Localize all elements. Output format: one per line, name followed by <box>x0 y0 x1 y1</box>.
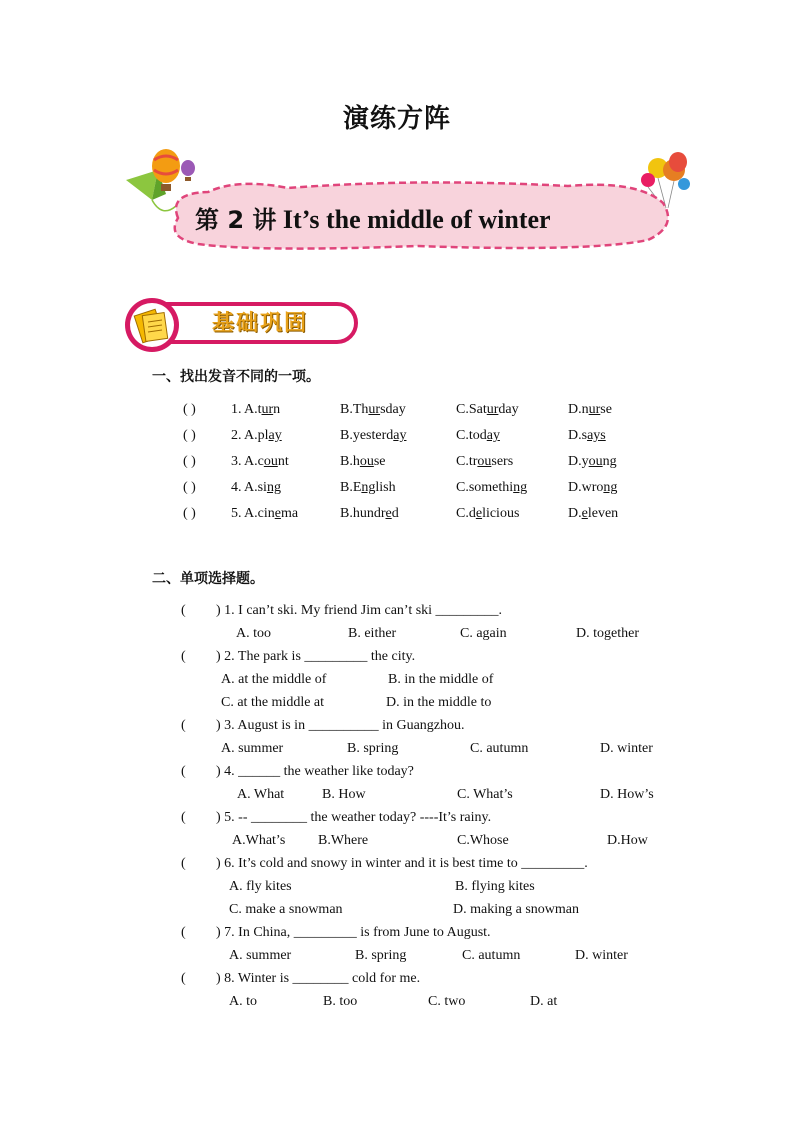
option[interactable]: A. at the middle of <box>221 672 327 687</box>
underlined-letters: ou <box>359 454 374 469</box>
option[interactable]: B.house <box>340 454 386 469</box>
underlined-letters: ur <box>261 402 274 417</box>
option[interactable]: C. at the middle at <box>221 695 325 710</box>
option[interactable]: A.count <box>244 454 289 469</box>
option[interactable]: C. make a snowman <box>229 902 343 917</box>
option[interactable]: A. fly kites <box>229 879 292 894</box>
underlined-letters: ou <box>477 454 492 469</box>
question-stem: ) 6. It’s cold and snowy in winter and it is best time to _________. <box>216 856 588 871</box>
option[interactable]: C.Saturday <box>456 402 519 417</box>
option[interactable]: D. in the middle to <box>386 695 492 710</box>
option[interactable]: B. too <box>323 994 358 1009</box>
question-number: 2. <box>231 428 242 443</box>
option[interactable]: D.eleven <box>568 506 619 521</box>
option[interactable]: A. too <box>236 626 271 641</box>
option[interactable]: A.What’s <box>232 833 286 848</box>
part2-heading: 二、单项选择题。 <box>152 571 264 587</box>
answer-blank[interactable]: ( <box>181 971 186 986</box>
answer-blank[interactable]: ( <box>181 856 186 871</box>
lesson-name: It’s the middle of winter <box>282 205 551 234</box>
page-title: 演练方阵 <box>342 104 451 134</box>
question-stem: ) 4. ______ the weather like today? <box>216 764 414 779</box>
option[interactable]: B. flying kites <box>455 879 535 894</box>
question-stem: ) 2. The park is _________ the city. <box>216 649 416 664</box>
question-stem: ) 8. Winter is ________ cold for me. <box>216 971 421 986</box>
underlined-letters: ay <box>393 428 407 443</box>
option[interactable]: A.turn <box>244 402 281 417</box>
option[interactable]: B. in the middle of <box>388 672 494 687</box>
option[interactable]: C.trousers <box>456 454 514 469</box>
answer-blank[interactable]: ( <box>181 718 186 733</box>
option[interactable]: D.nurse <box>568 402 612 417</box>
question-number: 4. <box>231 480 242 495</box>
underlined-letters: ay <box>268 428 282 443</box>
underlined-letters: ng <box>266 480 281 495</box>
question-number: 5. <box>231 506 242 521</box>
option[interactable]: B.Thursday <box>340 402 406 417</box>
underlined-letters: e <box>274 506 281 521</box>
option[interactable]: D.young <box>568 454 617 469</box>
underlined-letters: ur <box>486 402 499 417</box>
option[interactable]: D.How <box>607 833 648 848</box>
option[interactable]: A.cinema <box>244 506 299 521</box>
option[interactable]: A. to <box>229 994 257 1009</box>
option[interactable]: C. autumn <box>470 741 529 756</box>
question-number: 3. <box>231 454 242 469</box>
underlined-letters: ou <box>263 454 278 469</box>
section-badge-label: 基础巩固 <box>212 311 309 336</box>
lesson-number: 第 2 讲 <box>195 206 277 234</box>
answer-blank[interactable]: ( ) <box>183 506 196 521</box>
option[interactable]: B.English <box>340 480 396 495</box>
question-stem: ) 5. -- ________ the weather today? ----It’s rainy. <box>216 810 492 825</box>
lesson-title <box>195 200 551 235</box>
option[interactable]: D.wrong <box>568 480 618 495</box>
underlined-letters: ng <box>361 480 376 495</box>
option[interactable]: D. making a snowman <box>453 902 579 917</box>
option[interactable]: B.Where <box>318 833 369 848</box>
option[interactable]: B.hundred <box>340 506 399 521</box>
option[interactable]: D. How’s <box>600 787 654 802</box>
underlined-letters: ng <box>603 480 618 495</box>
option[interactable]: D. winter <box>600 741 653 756</box>
underlined-letters: ay <box>486 428 500 443</box>
option[interactable]: A.sing <box>244 480 281 495</box>
option[interactable]: B. spring <box>355 948 407 963</box>
answer-blank[interactable]: ( <box>181 810 186 825</box>
option[interactable]: A. summer <box>221 741 284 756</box>
answer-blank[interactable]: ( <box>181 603 186 618</box>
option[interactable]: D. at <box>530 994 558 1009</box>
question-number: 1. <box>231 402 242 417</box>
option[interactable]: D. together <box>576 626 639 641</box>
answer-blank[interactable]: ( ) <box>183 428 196 443</box>
underlined-letters: ur <box>368 402 381 417</box>
answer-blank[interactable]: ( ) <box>183 454 196 469</box>
underlined-letters: ng <box>513 480 528 495</box>
underlined-letters: e <box>581 506 588 521</box>
answer-blank[interactable]: ( <box>181 764 186 779</box>
option[interactable]: C.delicious <box>456 506 520 521</box>
underlined-letters: ur <box>588 402 601 417</box>
answer-blank[interactable]: ( ) <box>183 402 196 417</box>
option[interactable]: D.says <box>568 428 606 443</box>
option[interactable]: C.today <box>456 428 500 443</box>
part1-heading: 一、找出发音不同的一项。 <box>152 369 320 385</box>
option[interactable]: A. What <box>237 787 285 802</box>
option[interactable]: C.Whose <box>457 833 509 848</box>
option[interactable]: C. What’s <box>457 787 513 802</box>
underlined-letters: e <box>385 506 392 521</box>
option[interactable]: B.yesterday <box>340 428 407 443</box>
option[interactable]: C. two <box>428 994 466 1009</box>
option[interactable]: A. summer <box>229 948 292 963</box>
option[interactable]: C. autumn <box>462 948 521 963</box>
underlined-letters: ays <box>587 428 606 443</box>
answer-blank[interactable]: ( <box>181 649 186 664</box>
option[interactable]: B. either <box>348 626 397 641</box>
underlined-letters: ou <box>588 454 603 469</box>
answer-blank[interactable]: ( ) <box>183 480 196 495</box>
question-stem: ) 3. August is in __________ in Guangzhou. <box>216 718 465 733</box>
option[interactable]: C.something <box>456 480 528 495</box>
answer-blank[interactable]: ( <box>181 925 186 940</box>
option[interactable]: B. spring <box>347 741 399 756</box>
question-stem: ) 1. I can’t ski. My friend Jim can’t ski _________. <box>216 603 503 618</box>
option[interactable]: C. again <box>460 626 507 641</box>
question-stem: ) 7. In China, _________ is from June to August. <box>216 925 491 940</box>
underlined-letters: e <box>475 506 483 521</box>
option[interactable]: D. winter <box>575 948 628 963</box>
option[interactable]: A.play <box>244 428 282 443</box>
option[interactable]: B. How <box>322 787 366 802</box>
